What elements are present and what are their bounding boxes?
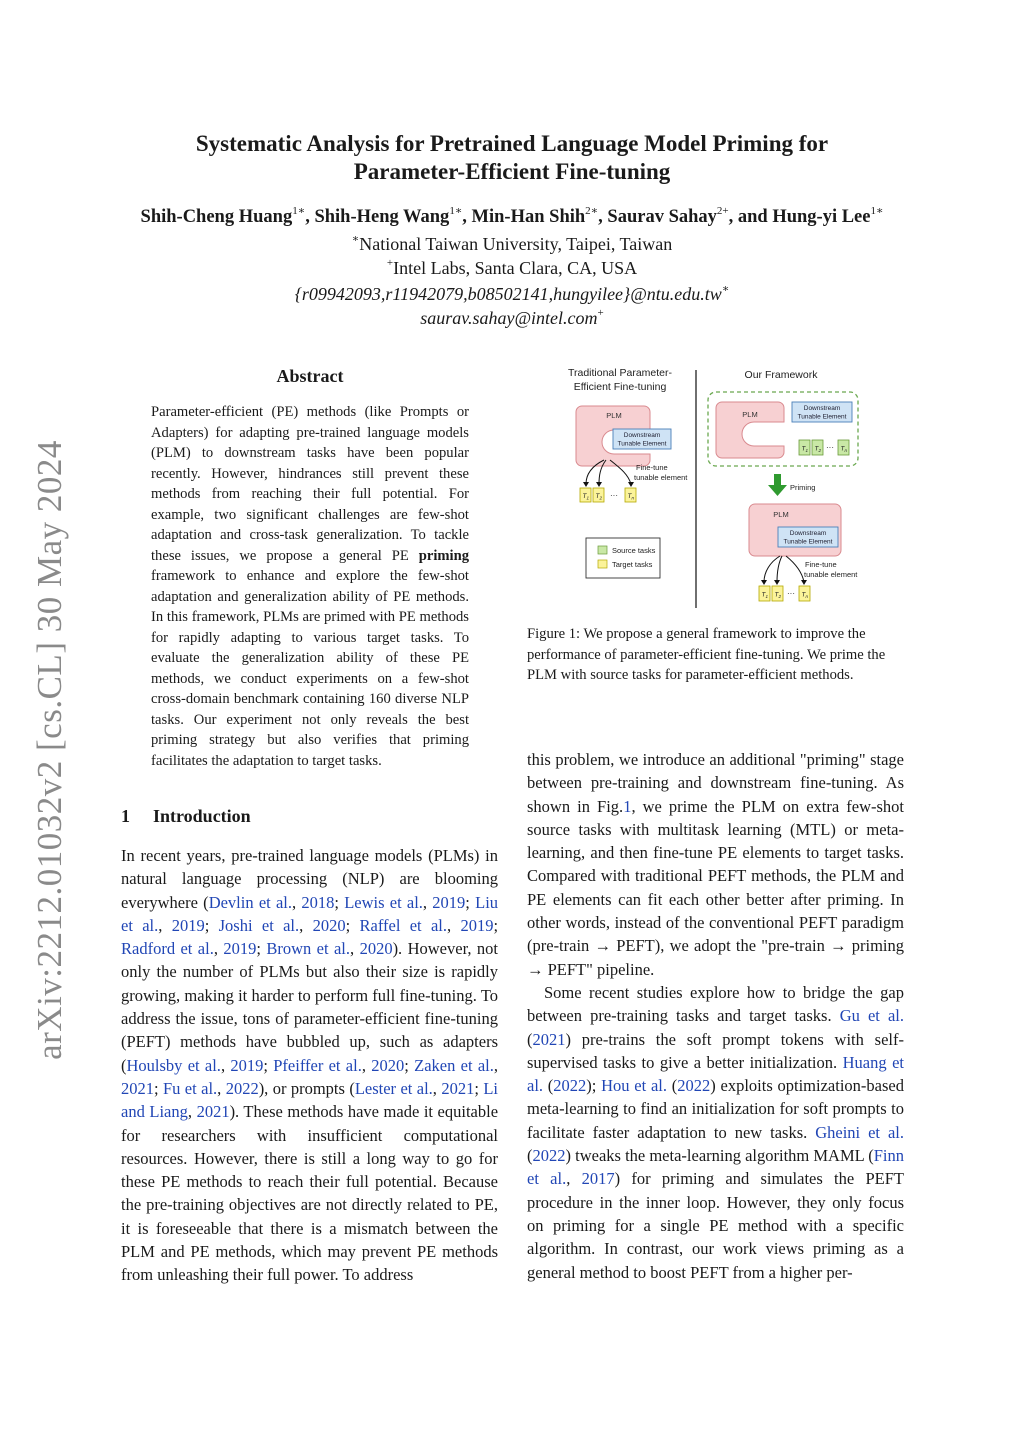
separator: ; bbox=[493, 915, 499, 935]
fig-task-letter: T bbox=[814, 445, 819, 453]
section-heading bbox=[121, 806, 251, 827]
author-2: Shih-Heng Wang bbox=[314, 207, 450, 227]
affiliation-2-mark: + bbox=[386, 257, 394, 269]
citation-link[interactable]: Fu et al. bbox=[162, 1078, 218, 1098]
affiliation-1-mark: ∗ bbox=[351, 233, 360, 245]
separator: , bbox=[187, 1102, 197, 1122]
citation-link[interactable]: Gheini et al. bbox=[815, 1122, 904, 1142]
citation-link[interactable]: Radford et al. bbox=[121, 939, 214, 959]
email-1 bbox=[200, 282, 824, 306]
citation-link[interactable]: 2019 bbox=[432, 892, 466, 912]
citation-link[interactable]: 2021 bbox=[121, 1078, 154, 1098]
citation-link[interactable]: 2019 bbox=[460, 915, 494, 935]
separator: ; bbox=[474, 1078, 484, 1098]
fig-task-sub: n bbox=[631, 495, 634, 501]
body-text: ) exploits optimization-based meta-learning to find an initialization for soft prompts to facilitate faster adaptation to new tasks. bbox=[527, 1076, 904, 1142]
citation-link[interactable]: Joshi et al. bbox=[218, 915, 300, 935]
separator: , bbox=[432, 1078, 442, 1098]
fig-right-target-dots: ··· bbox=[787, 589, 795, 598]
separator: ); bbox=[586, 1076, 602, 1096]
fig-left-dte-line1: Downstream bbox=[623, 432, 661, 439]
citation-link[interactable]: Lewis et al. bbox=[344, 892, 423, 912]
separator: ( bbox=[527, 1029, 533, 1049]
separator: , bbox=[446, 915, 461, 935]
intro-paragraph-1 bbox=[121, 844, 498, 1287]
abstract-text-1: Parameter-efficient (PE) methods (like Prompts or Adapters) for adapting pre-trained language models (PLM) to downstream tasks have been popular recently. However, hindrances still prevent these methods from reaching their full potential. For example, two significant challenges are few-shot adaptation and cross-task generalization. To tackle these issues, we propose a general PE bbox=[151, 404, 469, 564]
fig-right-arrow-3 bbox=[786, 556, 804, 582]
fig-right-arrow-2 bbox=[777, 556, 782, 582]
email-1-text: {r09942093,r11942079,b08502141,hungyilee}@ntu.edu.tw bbox=[294, 284, 722, 304]
fig-task-letter: T bbox=[840, 445, 845, 453]
affiliation-2 bbox=[200, 256, 824, 280]
citation-link[interactable]: Gu et al. bbox=[839, 1006, 904, 1026]
abstract-body bbox=[151, 402, 469, 771]
paper-title bbox=[100, 130, 924, 186]
body-text: ) for priming and simulates the PEFT procedure in the inner loop. However, they only focus on priming for a single PE method with a specific algorithm. In contrast, our work views priming as a general method to boost PEFT from a higher per- bbox=[527, 1169, 904, 1282]
fig-task-letter: T bbox=[582, 493, 587, 500]
body-text: this problem, we introduce an additional "priming" stage between pre-training and downstream fine-tuning. As shown in Fig. bbox=[527, 750, 904, 816]
fig-legend-target-swatch bbox=[598, 560, 607, 568]
fig-task-letter: T bbox=[774, 591, 779, 599]
right-column-body bbox=[527, 748, 904, 1284]
fig-legend-box bbox=[586, 538, 660, 578]
author-3: Min-Han Shih bbox=[471, 207, 586, 227]
fig-left-target-dots: ··· bbox=[610, 491, 618, 500]
fig-right-dte-bottom-line1: Downstream bbox=[789, 530, 827, 537]
email-2-mark: + bbox=[597, 307, 604, 319]
author-5: and Hung-yi Lee bbox=[737, 207, 871, 227]
author-4: Saurav Sahay bbox=[607, 207, 717, 227]
fig-right-dte-top-line1: Downstream bbox=[803, 405, 841, 412]
citation-link[interactable]: 2022 bbox=[532, 1146, 566, 1166]
figure-1-diagram bbox=[558, 362, 876, 612]
separator: , bbox=[566, 1169, 582, 1189]
separator: ; bbox=[154, 1078, 163, 1098]
affiliation-1-text: National Taiwan University, Taipei, Taiwan bbox=[359, 234, 673, 254]
citation-link[interactable]: 2020 bbox=[371, 1055, 405, 1075]
author-4-mark: 2+ bbox=[716, 205, 729, 217]
abstract-heading: Abstract bbox=[276, 366, 344, 386]
separator: ; bbox=[465, 892, 476, 912]
body-text: ). These methods have made it equitable for researchers with insufficient computational resources. However, there is still a long way to go for these PE methods to reach their full potential. Because the pre-training objectives are not directly related to PE, it is foreseeable that there is a mismatch between the PLM and PE methods, which may prevent PE methods from unleashing their full power. To address bbox=[121, 1102, 499, 1285]
author-5-mark: 1∗ bbox=[870, 205, 884, 217]
fig-priming-arrow-shaft bbox=[774, 474, 781, 486]
fig-left-plm-label: PLM bbox=[606, 411, 622, 420]
separator: , bbox=[213, 939, 224, 959]
separator: ; bbox=[256, 939, 267, 959]
fig-task-sub: n bbox=[805, 594, 808, 599]
fig-priming-label: Priming bbox=[790, 483, 816, 492]
fig-task-letter: T bbox=[595, 493, 600, 500]
fig-legend-source: Source tasks bbox=[612, 546, 656, 555]
fig-task-sub: 1 bbox=[765, 594, 768, 599]
fig-right-arrowhead-1 bbox=[761, 580, 767, 585]
fig-right-plm-bottom-label: PLM bbox=[773, 510, 789, 519]
citation-link[interactable]: 2021 bbox=[532, 1029, 566, 1049]
citation-link[interactable]: 2022 bbox=[553, 1076, 587, 1096]
citation-link[interactable]: 2019 bbox=[223, 939, 257, 959]
separator: ( bbox=[527, 1146, 533, 1166]
fig-right-arrowhead-2 bbox=[774, 580, 780, 585]
citation-link[interactable]: Liu et al. bbox=[121, 892, 499, 935]
fig-right-title: Our Framework bbox=[744, 369, 818, 381]
citation-link[interactable]: 2020 bbox=[359, 939, 393, 959]
separator: , bbox=[493, 1055, 499, 1075]
author-1: Shih-Cheng Huang bbox=[140, 207, 293, 227]
fig-right-arrowhead-3 bbox=[801, 580, 807, 585]
title-line-2: Parameter-Efficient Fine-tuning bbox=[353, 159, 671, 184]
fig-left-finetune-1: Fine-tune bbox=[636, 463, 668, 472]
separator: , bbox=[217, 1078, 226, 1098]
citation-link[interactable]: 2020 bbox=[312, 915, 346, 935]
citation-link[interactable]: Houlsby et al. bbox=[126, 1055, 221, 1075]
citation-link[interactable]: Finn et al. bbox=[527, 1146, 904, 1189]
fig-priming-arrow-head bbox=[768, 485, 787, 496]
fig-left-arrowhead-2 bbox=[596, 482, 602, 487]
fig-left-arrowhead-1 bbox=[583, 482, 589, 487]
fig-task-sub: 1 bbox=[586, 495, 589, 501]
fig-right-finetune-1: Fine-tune bbox=[805, 560, 837, 569]
fig-legend-source-swatch bbox=[598, 546, 607, 554]
citation-link[interactable]: 2019 bbox=[230, 1055, 264, 1075]
intro-paragraph-1-continued bbox=[527, 748, 904, 981]
fig-source-dots: ··· bbox=[826, 443, 834, 452]
fig-right-finetune-2: tunable element bbox=[804, 570, 858, 579]
fig-task-letter: T bbox=[761, 591, 766, 599]
fig-left-dte-line2: Tunable Element bbox=[617, 440, 667, 448]
affiliation-2-text: Intel Labs, Santa Clara, CA, USA bbox=[393, 258, 638, 278]
separator: ; bbox=[204, 915, 219, 935]
body-text: Some recent studies explore how to bridge the gap between pre-training tasks and target tasks. bbox=[527, 982, 904, 1026]
citation-link[interactable]: Devlin et al. bbox=[208, 892, 292, 912]
citation-link[interactable]: Raffel et al. bbox=[359, 915, 447, 935]
separator: , bbox=[292, 892, 302, 912]
email-1-mark: ∗ bbox=[721, 283, 730, 295]
fig-right-dte-top-line2: Tunable Element bbox=[797, 413, 847, 421]
separator: ( bbox=[543, 1076, 554, 1096]
fig-right-dte-bottom-line2: Tunable Element bbox=[783, 538, 833, 546]
citation-link[interactable]: Li and Liang bbox=[121, 1078, 498, 1122]
citation-link[interactable]: Pfeiffer et al. bbox=[273, 1055, 362, 1075]
separator: , bbox=[361, 1055, 372, 1075]
separator: ; bbox=[334, 892, 345, 912]
author-1-mark: 1∗ bbox=[292, 205, 306, 217]
fig-left-title-1: Traditional Parameter- bbox=[567, 367, 673, 379]
separator: ; bbox=[263, 1055, 274, 1075]
fig-task-sub: n bbox=[844, 448, 847, 453]
body-text: In recent years, pre-trained language models (PLMs) in natural language processing (NLP) are blooming everywhere ( bbox=[121, 846, 498, 912]
citation-link[interactable]: 2022 bbox=[677, 1076, 711, 1096]
citation-link[interactable]: 2021 bbox=[441, 1078, 475, 1098]
section-title: Introduction bbox=[153, 806, 251, 826]
author-2-mark: 1∗ bbox=[449, 205, 463, 217]
citation-link[interactable]: Zaken et al. bbox=[414, 1055, 494, 1075]
author-list: Shih-Cheng Huang$^{1∗}$, Shih-Heng Wang$^{1∗}$, Min-Han Shih$^{2∗}$, Saurav Sahay$^{2+}$, and Hung-yi Lee$^{1∗}$ bbox=[140, 205, 884, 227]
separator: ( bbox=[667, 1076, 678, 1096]
fig-task-sub: 2 bbox=[599, 495, 602, 501]
figure-reference-link[interactable]: 1 bbox=[623, 796, 632, 816]
left-column-body bbox=[121, 844, 498, 1287]
fig-left-title-2: Efficient Fine-tuning bbox=[573, 381, 667, 393]
body-text: , we prime the PLM on extra few-shot source tasks with multitask learning (MTL) or meta-learning, and then fine-tune PE elements to target tasks. Compared with traditional PEFT methods, the PLM and PE elements can fit each other better after priming. In other words, instead of the conventional PEFT paradigm (pre-train → PEFT), we adopt the "pre-train → priming → PEFT" pipeline. bbox=[527, 796, 904, 979]
citation-link[interactable]: Hou et al. bbox=[601, 1076, 668, 1096]
fig-left-arrowhead-3 bbox=[628, 482, 634, 487]
abstract-bold-term: priming bbox=[418, 547, 469, 564]
arxiv-identifier: arXiv:2212.01032v2 [cs.CL] 30 May 2024 bbox=[30, 440, 69, 1060]
fig-legend-target: Target tasks bbox=[612, 560, 653, 569]
body-text: ) tweaks the meta-learning algorithm MAML ( bbox=[565, 1146, 874, 1166]
citation-link[interactable]: 2021 bbox=[196, 1102, 230, 1122]
citation-link[interactable]: 2019 bbox=[171, 915, 205, 935]
citation-link[interactable]: Brown et al. bbox=[266, 939, 351, 959]
email-2-text: saurav.sahay@intel.com bbox=[420, 308, 598, 328]
body-text: ) pre-trains the soft prompt tokens with self-supervised tasks to give a better initialization. bbox=[527, 1029, 904, 1072]
citation-link[interactable]: Huang et al. bbox=[527, 1052, 904, 1096]
figure-1-caption: Figure 1: We propose a general framework to improve the performance of parameter-efficient fine-tuning. We prime the PLM with source tasks for parameter-efficient methods. bbox=[527, 626, 886, 683]
separator: , bbox=[299, 915, 313, 935]
separator: , bbox=[158, 915, 172, 935]
title-line-1: Systematic Analysis for Pretrained Language Model Priming for bbox=[195, 131, 829, 156]
fig-task-sub: 2 bbox=[818, 448, 821, 453]
author-3-mark: 2∗ bbox=[585, 205, 599, 217]
body-text: ), or prompts ( bbox=[258, 1078, 355, 1098]
separator: , bbox=[220, 1055, 231, 1075]
fig-left-finetune-2: tunable element bbox=[634, 473, 688, 482]
fig-task-sub: 1 bbox=[805, 448, 808, 453]
separator: , bbox=[422, 892, 433, 912]
abstract-text-2: framework to enhance and explore the few-shot adaptation and generalization ability of PE methods. In this framework, PLMs are primed with PE methods for rapidly adapting to various target tasks. To evaluate the generalization ability of these PE methods, we conduct experiments on a few-shot cross-domain benchmark containing 160 diverse NLP tasks. Our experiment not only reveals the best priming strategy but also verifies that priming facilitates the adaptation to target tasks. bbox=[151, 568, 469, 769]
citation-link[interactable]: 2018 bbox=[301, 892, 335, 912]
separator: ; bbox=[404, 1055, 415, 1075]
separator: , bbox=[350, 939, 360, 959]
affiliation-1 bbox=[200, 232, 824, 256]
fig-right-plm-top-label: PLM bbox=[742, 410, 758, 419]
fig-task-letter: T bbox=[627, 493, 632, 500]
separator: ; bbox=[345, 915, 360, 935]
citation-link[interactable]: 2022 bbox=[225, 1078, 259, 1098]
section-number: 1 bbox=[121, 806, 130, 826]
intro-paragraph-2 bbox=[527, 981, 904, 1284]
citation-link[interactable]: Lester et al. bbox=[354, 1078, 433, 1098]
fig-task-sub: 2 bbox=[778, 594, 781, 599]
fig-task-letter: T bbox=[801, 445, 806, 453]
fig-task-letter: T bbox=[801, 591, 806, 599]
citation-link[interactable]: 2017 bbox=[581, 1169, 615, 1189]
body-text: ). However, not only the number of PLMs but also their size is rapidly growing, making it harder to perform full fine-tuning. To address the issue, tons of parameter-efficient fine-tuning (PEFT) methods have bubbled up, such as adapters ( bbox=[121, 939, 499, 1075]
email-2 bbox=[200, 306, 824, 330]
